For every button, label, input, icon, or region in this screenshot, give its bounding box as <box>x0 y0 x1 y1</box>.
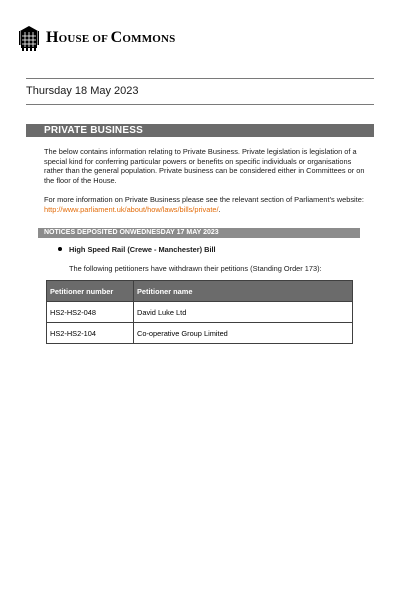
notices-heading: NOTICES DEPOSITED ONWEDNESDAY 17 MAY 2023 <box>38 228 360 238</box>
date-divider <box>26 104 374 105</box>
sitting-date: Thursday 18 May 2023 <box>26 85 139 97</box>
bill-title: High Speed Rail (Crewe - Manchester) Bill <box>69 245 216 254</box>
petitioner-number: HS2-HS2-104 <box>47 323 134 344</box>
withdrawn-note: The following petitioners have withdrawn their petitions (Standing Order 173): <box>69 264 322 273</box>
portcullis-icon <box>18 25 40 51</box>
table-header-row <box>47 281 353 302</box>
intro-paragraph: The below contains information relating to Private Business. Private legislation is legislation of a special kind for conferring particular powers or benefits on specific individuals or organisations rather than the general population. Private business can be considered either in Committees or on the floor of the House. <box>44 147 365 185</box>
petitioner-number: HS2-HS2-048 <box>47 302 134 323</box>
table-row <box>47 302 353 323</box>
table-row <box>47 323 353 344</box>
petitioner-name: David Luke Ltd <box>134 302 353 323</box>
logo-wordmark: HOUSE OF COMMONS <box>46 29 176 46</box>
column-header-name: Petitioner name <box>134 281 353 302</box>
more-info-paragraph: For more information on Private Business please see the relevant section of Parliament’s website: http://www.parliament.uk/about/how/laws/bills/private/. <box>44 195 364 214</box>
petitioner-name: Co-operative Group Limited <box>134 323 353 344</box>
bullet-icon <box>58 247 62 251</box>
top-divider <box>26 78 374 79</box>
petitioners-table <box>46 280 353 344</box>
section-title: PRIVATE BUSINESS <box>26 124 374 137</box>
column-header-number: Petitioner number <box>47 281 134 302</box>
house-of-commons-logo <box>18 25 176 51</box>
bill-list-item <box>58 245 216 254</box>
private-business-link[interactable]: http://www.parliament.uk/about/how/laws/bills/private/ <box>44 204 219 214</box>
